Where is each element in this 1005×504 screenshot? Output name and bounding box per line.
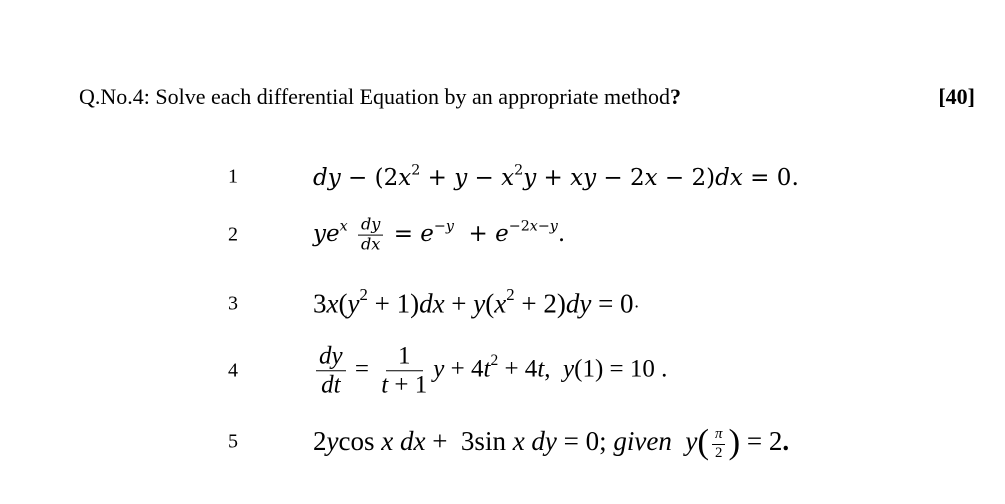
equation-4: $\frac{dy}{dt}$ = $\frac{1}{t + 1}$ $y + 4t^2 + 4t$, y(1) = 10 . bbox=[313, 343, 667, 399]
equation-row bbox=[0, 274, 1005, 334]
equation-5: 2ycos x dx + 3sin x dy = 0; given y( $\frac{\pi}{2}$ ) = 2. bbox=[313, 422, 790, 461]
equation-row bbox=[0, 147, 1005, 207]
equation-number: 5 bbox=[228, 430, 238, 453]
fraction: $\frac{dy}{dx}$ bbox=[358, 217, 383, 254]
question-header bbox=[79, 84, 975, 114]
equation-row bbox=[0, 412, 1005, 472]
equation-row bbox=[0, 205, 1005, 265]
fraction: $\frac{dy}{dt}$ bbox=[316, 343, 346, 399]
question-title: Q.No.4: Solve each differential Equation by an appropriate method? bbox=[79, 84, 681, 109]
equation-1: dy − ($2x^2 + y - x^2y$ + xy − 2x − 2)dx = 0. bbox=[313, 162, 799, 191]
fraction: $\frac{\pi}{2}$ bbox=[712, 427, 725, 461]
equation-number: 1 bbox=[228, 165, 238, 188]
marks-label: [40] bbox=[938, 84, 975, 109]
fraction: $\frac{1}{t + 1}$ bbox=[381, 342, 428, 399]
equation-number: 3 bbox=[228, 292, 238, 315]
equation-row bbox=[0, 341, 1005, 401]
equation-3: $3x(y^2 + 1)dx + y(x^2 + 2)dy = 0\cdot$ bbox=[313, 284, 640, 319]
equation-number: 2 bbox=[228, 223, 238, 246]
equation-number: 4 bbox=[228, 359, 238, 382]
equation-2: $ye^x$ $\frac{dy}{dx}$ = $e^{-y} + e^{-2x-y}$. bbox=[313, 214, 566, 254]
